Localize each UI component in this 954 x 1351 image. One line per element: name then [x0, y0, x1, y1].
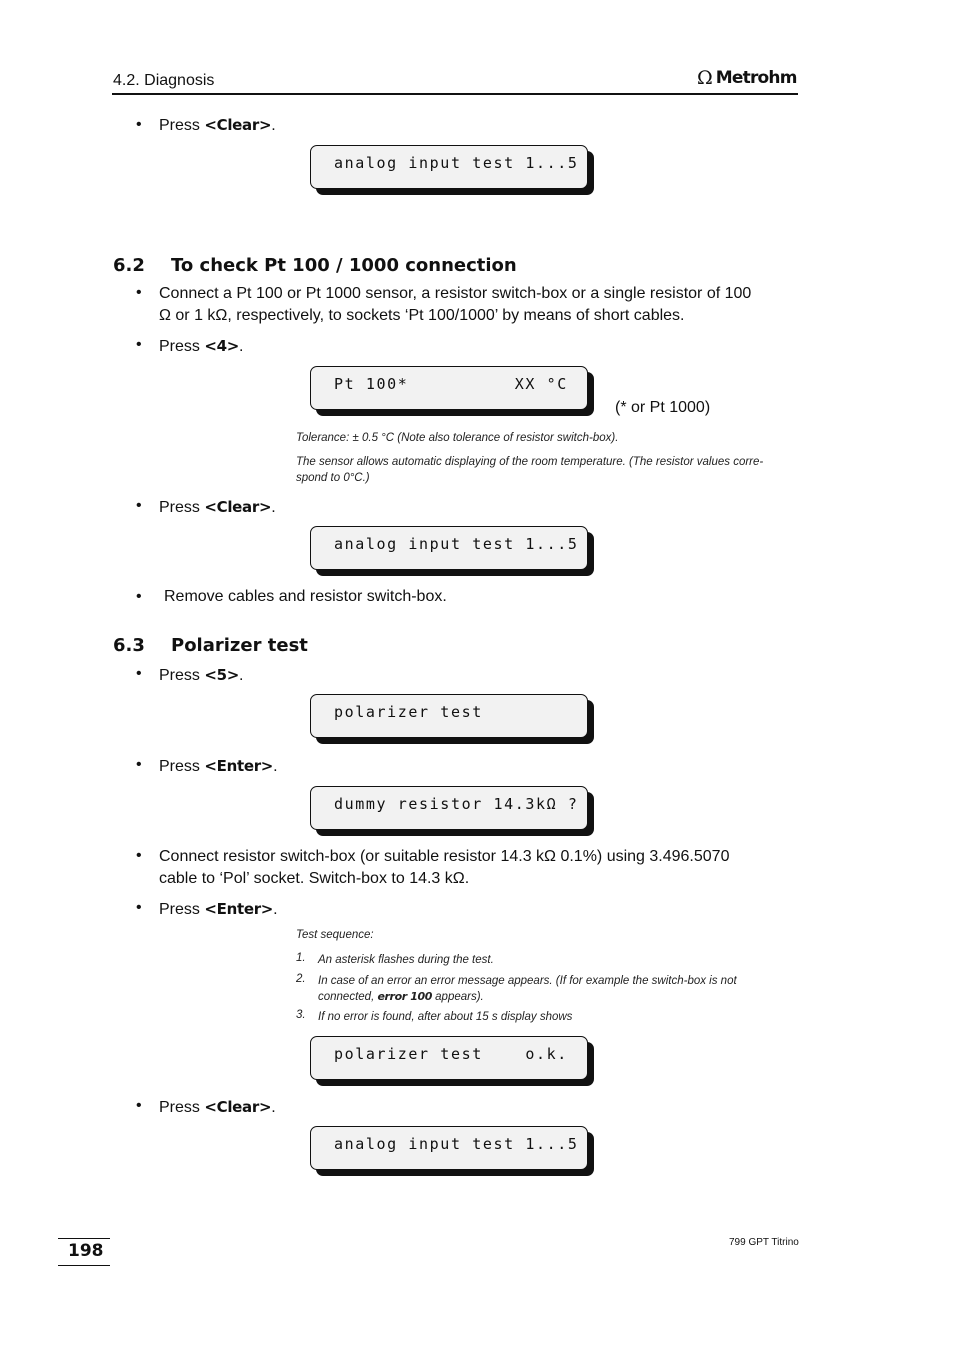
step-press-clear-2: Press <Clear>. [159, 498, 276, 516]
metrohm-logo [697, 66, 797, 90]
display-text: dummy resistor 14.3kΩ ? [334, 795, 579, 813]
display-text: analog input test 1...5 [334, 1135, 579, 1153]
step-press-5: Press <5>. [159, 666, 244, 684]
display-text: analog input test 1...5 [334, 154, 579, 172]
bullet-icon: • [136, 899, 142, 916]
lcd-display [310, 786, 588, 830]
step-press-enter-1: Press <Enter>. [159, 757, 278, 775]
bullet-icon: • [136, 1097, 142, 1114]
lcd-display [310, 145, 588, 189]
tolerance-note: Tolerance: ± 0.5 °C (Note also tolerance of resistor switch-box). [296, 432, 619, 444]
display-text: polarizer test o.k. [334, 1045, 568, 1063]
side-note: (* or Pt 1000) [615, 399, 711, 416]
display-text: analog input test 1...5 [334, 535, 579, 553]
step-press-clear-1: Press <Clear>. [159, 116, 276, 134]
section-heading-6-3: 6.3 Polarizer test [113, 635, 308, 656]
bullet-icon: • [136, 497, 142, 514]
list-number: 2. [296, 973, 306, 985]
bullet-icon: • [136, 336, 142, 353]
omega-logo-icon: Ω [697, 67, 713, 89]
step-connect-resistor: Connect resistor switch-box (or suitable resistor 14.3 kΩ 0.1%) using 3.496.5070 cable to ‘Pol’ socket. Switch-box to 14.3 kΩ. [159, 848, 730, 887]
lcd-display [310, 694, 588, 738]
enter-key: <Enter> [204, 900, 274, 918]
bullet-icon: • [136, 756, 142, 773]
page-number-box [58, 1238, 110, 1266]
list-item: In case of an error an error message appears. (If for example the switch-box is not connected, error 100 appears). [318, 975, 737, 1003]
list-number: 3. [296, 1009, 306, 1021]
display-text: polarizer test [334, 703, 483, 721]
list-number: 1. [296, 952, 306, 964]
product-name: 799 GPT Titrino [729, 1237, 799, 1248]
display-text: Pt 100* XX °C [334, 375, 568, 393]
key-5: <5> [204, 666, 240, 684]
header-section: 4.2. Diagnosis [113, 72, 215, 89]
clear-key: <Clear> [204, 498, 272, 516]
step-press-clear-3: Press <Clear>. [159, 1098, 276, 1116]
key-4: <4> [204, 337, 240, 355]
step-press-4: Press <4>. [159, 337, 244, 355]
section-heading-6-2: 6.2 To check Pt 100 / 1000 connection [113, 255, 517, 276]
enter-key: <Enter> [204, 757, 274, 775]
clear-key: <Clear> [204, 116, 272, 134]
bullet-icon: • [136, 665, 142, 682]
lcd-display [310, 1126, 588, 1170]
list-item: If no error is found, after about 15 s display shows [318, 1011, 573, 1023]
test-sequence-label: Test sequence: [296, 929, 374, 941]
lcd-display [310, 366, 588, 410]
bullet-icon: • [136, 847, 142, 864]
step-remove-cables: Remove cables and resistor switch-box. [164, 588, 447, 605]
list-item: An asterisk flashes during the test. [318, 954, 494, 966]
page-number: 198 [68, 1241, 104, 1261]
bullet-icon: • [136, 588, 142, 605]
lcd-display [310, 526, 588, 570]
step-press-enter-2: Press <Enter>. [159, 900, 278, 918]
error-code: error 100 [377, 990, 432, 1003]
sensor-note: The sensor allows automatic displaying of the room temperature. (The resistor values corre- spond to 0°C.) [296, 456, 764, 484]
header-rule [112, 93, 798, 95]
clear-key: <Clear> [204, 1098, 272, 1116]
step-connect-sensor: Connect a Pt 100 or Pt 1000 sensor, a resistor switch-box or a single resistor of 100 Ω or 1 kΩ, respectively, to sockets ‘Pt 100/1000’ by means of short cables. [159, 285, 752, 324]
bullet-icon: • [136, 116, 142, 133]
logo-text: Metrohm [715, 68, 797, 88]
bullet-icon: • [136, 284, 142, 301]
lcd-display [310, 1036, 588, 1080]
